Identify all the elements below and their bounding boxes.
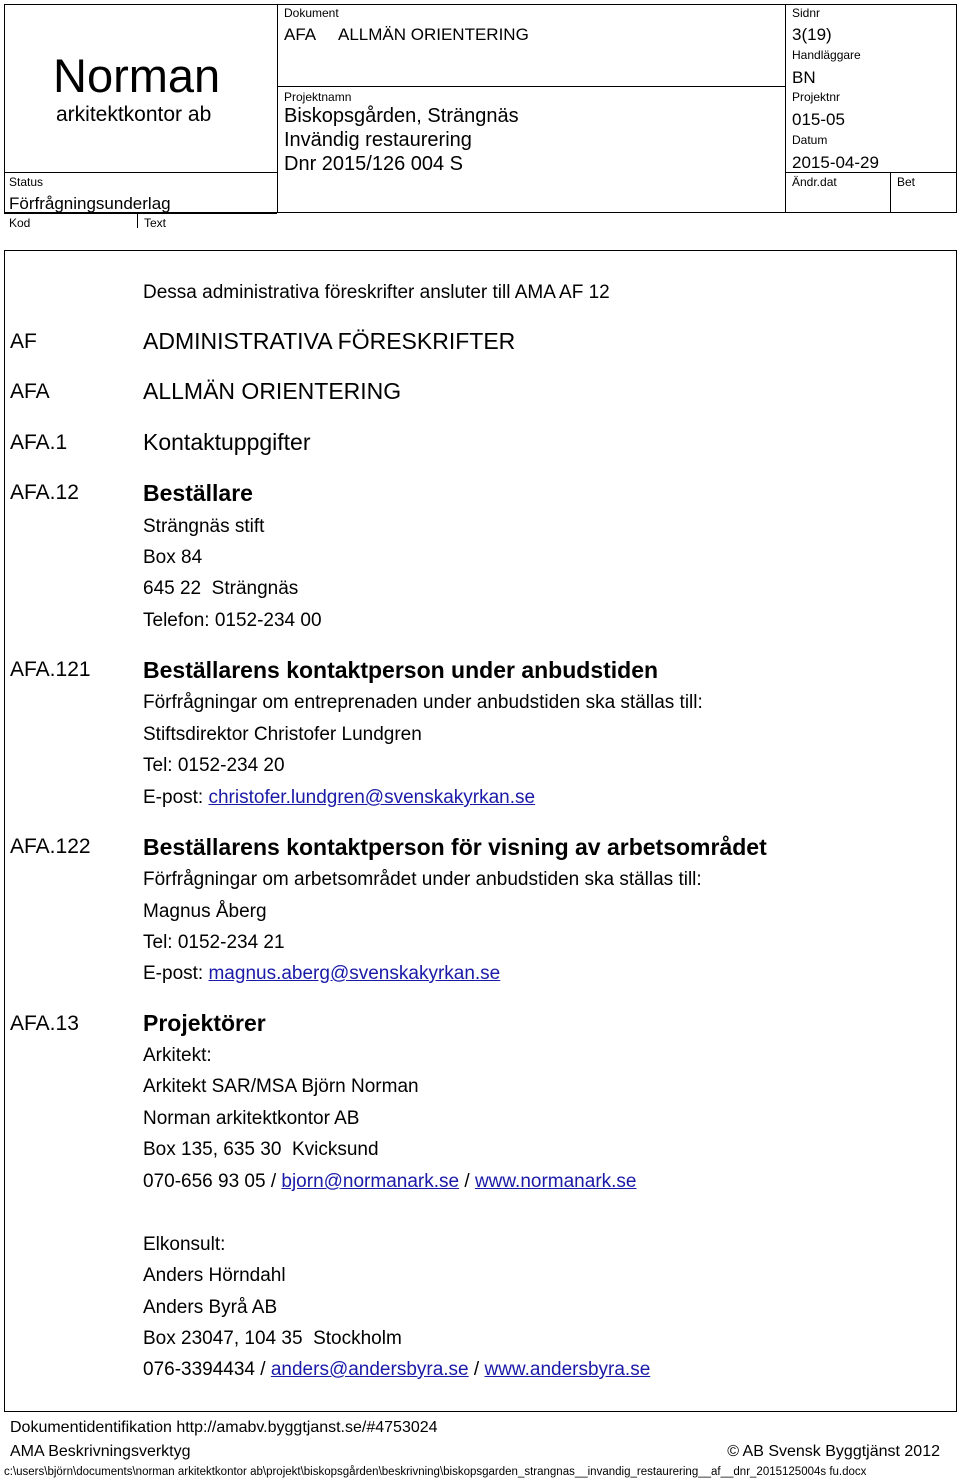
section-code-afa13: AFA.13 — [10, 1012, 79, 1035]
section-code-afa122: AFA.122 — [10, 835, 91, 858]
separator: / — [459, 1171, 475, 1192]
logo-subtitle: arkitektkontor ab — [56, 103, 212, 126]
email-link[interactable]: christofer.lundgren@svenskakyrkan.se — [208, 787, 536, 808]
section-code-afa1: AFA.1 — [10, 431, 68, 454]
elkonsult-line: Box 23047, 104 35 Stockholm — [143, 1328, 402, 1349]
projektnr-label: Projektnr — [792, 90, 841, 104]
status-label: Status — [9, 175, 44, 189]
sidnr-label: Sidnr — [792, 6, 821, 20]
section-title-afa121: Beställarens kontaktperson under anbudstiden — [143, 657, 659, 683]
kod-label: Kod — [9, 216, 31, 230]
arkitekt-line: Box 135, 635 30 Kvicksund — [143, 1139, 379, 1160]
dokument-label: Dokument — [284, 6, 339, 20]
afa121-line: Tel: 0152-234 20 — [143, 755, 285, 776]
email-link[interactable]: anders@andersbyra.se — [270, 1359, 469, 1380]
afa12-line: Box 84 — [143, 547, 203, 568]
afa122-line: Tel: 0152-234 21 — [143, 932, 285, 953]
body-frame-top — [4, 250, 957, 251]
arkitekt-contact-row — [143, 1171, 637, 1193]
section-title-afa12: Beställare — [143, 480, 253, 506]
section-title-afa122: Beställarens kontaktperson för visning av arbetsområdet — [143, 834, 767, 860]
projektnamn-label: Projektnamn — [284, 90, 352, 104]
body-frame-left — [4, 250, 5, 1412]
sidnr-value: 3(19) — [792, 25, 832, 44]
phone-text: 070-656 93 05 / — [143, 1171, 282, 1192]
elkonsult-line: Anders Hörndahl — [143, 1265, 286, 1286]
afa121-email-row — [143, 787, 535, 809]
arkitekt-line: Arkitekt SAR/MSA Björn Norman — [143, 1076, 419, 1097]
phone-text: 076-3394434 / — [143, 1359, 271, 1380]
afa12-line: Telefon: 0152-234 00 — [143, 610, 322, 631]
projektnamn-line-1: Biskopsgården, Strängnäs — [284, 105, 519, 127]
afa122-line: Förfrågningar om arbetsområdet under anbudstiden ska ställas till: — [143, 869, 702, 890]
section-title-afa13: Projektörer — [143, 1010, 266, 1036]
afa121-line: Stiftsdirektor Christofer Lundgren — [143, 724, 422, 745]
datum-value: 2015-04-29 — [792, 153, 879, 172]
text-label: Text — [144, 216, 167, 230]
projektnamn-line-2: Invändig restaurering — [284, 129, 472, 151]
section-code-af: AF — [10, 330, 37, 353]
handlaggare-value: BN — [792, 68, 816, 87]
section-title-af: ADMINISTRATIVA FÖRESKRIFTER — [143, 328, 516, 354]
footer-copyright: © AB Svensk Byggtjänst 2012 — [727, 1443, 940, 1460]
dokument-title: ALLMÄN ORIENTERING — [338, 25, 529, 44]
datum-label: Datum — [792, 133, 828, 147]
arkitekt-line: Norman arkitektkontor AB — [143, 1108, 360, 1129]
elkonsult-line: Anders Byrå AB — [143, 1297, 278, 1318]
footer-tool: AMA Beskrivningsverktyg — [10, 1443, 191, 1460]
footer-doc-id: Dokumentidentifikation http://amabv.byggtjanst.se/#4753024 — [10, 1419, 438, 1436]
handlaggare-label: Handläggare — [792, 48, 861, 62]
footer-file-path: c:\users\björn\documents\norman arkitektkontor ab\projekt\biskopsgården\beskrivning\biskopsgarden_strangnas__invandig_restaurering__af__dnr_2015125004s fu.docx — [4, 1466, 867, 1478]
arkitekt-line: Arkitekt: — [143, 1045, 212, 1066]
projektnr-value: 015-05 — [792, 110, 845, 129]
email-link[interactable]: magnus.aberg@svenskakyrkan.se — [208, 963, 501, 984]
separator: / — [468, 1359, 485, 1380]
bet-label: Bet — [897, 175, 916, 189]
body-frame-right — [956, 250, 957, 1412]
web-link[interactable]: www.andersbyra.se — [484, 1359, 651, 1380]
section-title-afa: ALLMÄN ORIENTERING — [143, 378, 402, 404]
status-value: Förfrågningsunderlag — [9, 194, 171, 213]
logo-name: Norman — [53, 49, 221, 102]
email-link[interactable]: bjorn@normanark.se — [281, 1171, 460, 1192]
afa121-line: Förfrågningar om entreprenaden under anbudstiden ska ställas till: — [143, 692, 703, 713]
email-label: E-post: — [143, 787, 209, 808]
body-frame-bottom — [4, 1411, 957, 1412]
section-code-afa121: AFA.121 — [10, 658, 91, 681]
afa12-line: 645 22 Strängnäs — [143, 578, 299, 599]
afa122-email-row — [143, 963, 500, 985]
section-code-afa: AFA — [10, 380, 50, 403]
projektnamn-line-3: Dnr 2015/126 004 S — [284, 153, 464, 175]
section-code-afa12: AFA.12 — [10, 481, 79, 504]
web-link[interactable]: www.normanark.se — [474, 1171, 637, 1192]
elkonsult-contact-row — [143, 1359, 650, 1381]
intro-text: Dessa administrativa föreskrifter ansluter till AMA AF 12 — [143, 282, 610, 303]
dokument-code: AFA — [284, 25, 317, 44]
email-label: E-post: — [143, 963, 209, 984]
section-title-afa1: Kontaktuppgifter — [143, 429, 311, 455]
afa122-line: Magnus Åberg — [143, 901, 267, 922]
afa12-line: Strängnäs stift — [143, 516, 265, 537]
elkonsult-line: Elkonsult: — [143, 1234, 226, 1255]
andrdat-label: Ändr.dat — [792, 175, 837, 189]
